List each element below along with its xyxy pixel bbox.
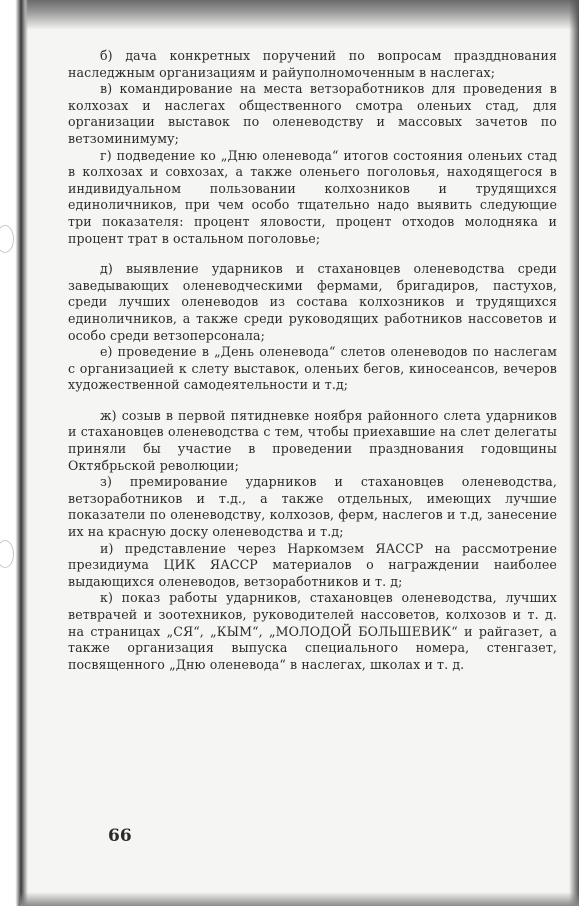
paragraph-zh: ж) созыв в первой пятидневке ноября районного слета ударников и стахановцев оленеводства с тем, чтобы приехавшие на слет делегаты приняли бы участие в проведении празднования годовщины Октябрьской революции; [68,407,557,473]
paragraph-e: е) проведение в „День оленевода“ слетов оленеводов по наслегам с организацией к слету выставок, оленьих бегов, киносеансов, вечеров художественной самодеятельности и т.д; [68,344,557,393]
page-body [68,48,557,673]
page-number: 66 [108,826,132,846]
paragraph-b: б) дача конкретных поручений по вопросам праздднования наследжным организациям и райуполномоченным в наслегах; [68,48,557,80]
scan-shadow-right [569,0,579,906]
scan-binding-edge [0,0,28,906]
paragraph-i: и) представление через Наркомзем ЯАССР на рассмотрение президиума ЦИК ЯАССР материалов о награждении наиболее выдающихся оленеводов, ветзоработников и т. д; [68,540,557,589]
paragraph-v: в) командирование на места ветзоработников для проведения в колхозах и наслегах общественного смотра оленьих стад, для организации выставок по оленеводству и массовых зачетов по ветзоминимуму; [68,81,557,146]
paragraph-z: з) премирование ударников и стахановцев оленеводства, ветзоработников и т.д., а также отдельных, имеющих лучшие показатели по оленеводству, колхозов, ферм, наслегов и т.д, занесение их на красную доску оленеводства и т.д; [68,474,557,540]
scan-shadow-bottom [20,892,579,906]
paragraph-k: к) показ работы ударников, стахановцев оленеводства, лучших ветврачей и зоотехников, руководителей нассоветов, колхозов и т. д. на страницах „СЯ“, „КЫМ“, „МОЛОДОЙ БОЛЬШЕВИК“ и райгазет, а также организация выпуска специального номера, стенгазет, посвященного „Дню оленевода“ в наслегах, школах и т. д. [68,590,557,672]
scan-shadow-top [20,0,579,30]
paragraph-g: г) подведение ко „Дню оленевода“ итогов состояния оленьих стад в колхозах и совхозах, а также оленьего поголовья, находящегося в индивидуальном пользовании колхозников и трудящихся единоличников, при чем особо тщательно надо выявить следующие три показателя: процент яловости, процент отходов молодняка и процент трат в остальном поголовье; [68,147,557,246]
paragraph-d: д) выявление ударников и стахановцев оленеводства среди заведывающих оленеводческими фермами, бригадиров, пастухов, среди лучших оленеводов из состава колхозников и трудящихся единоличников, а также среди руководящих работников нассоветов и особо среди ветзоперсонала; [68,261,557,343]
